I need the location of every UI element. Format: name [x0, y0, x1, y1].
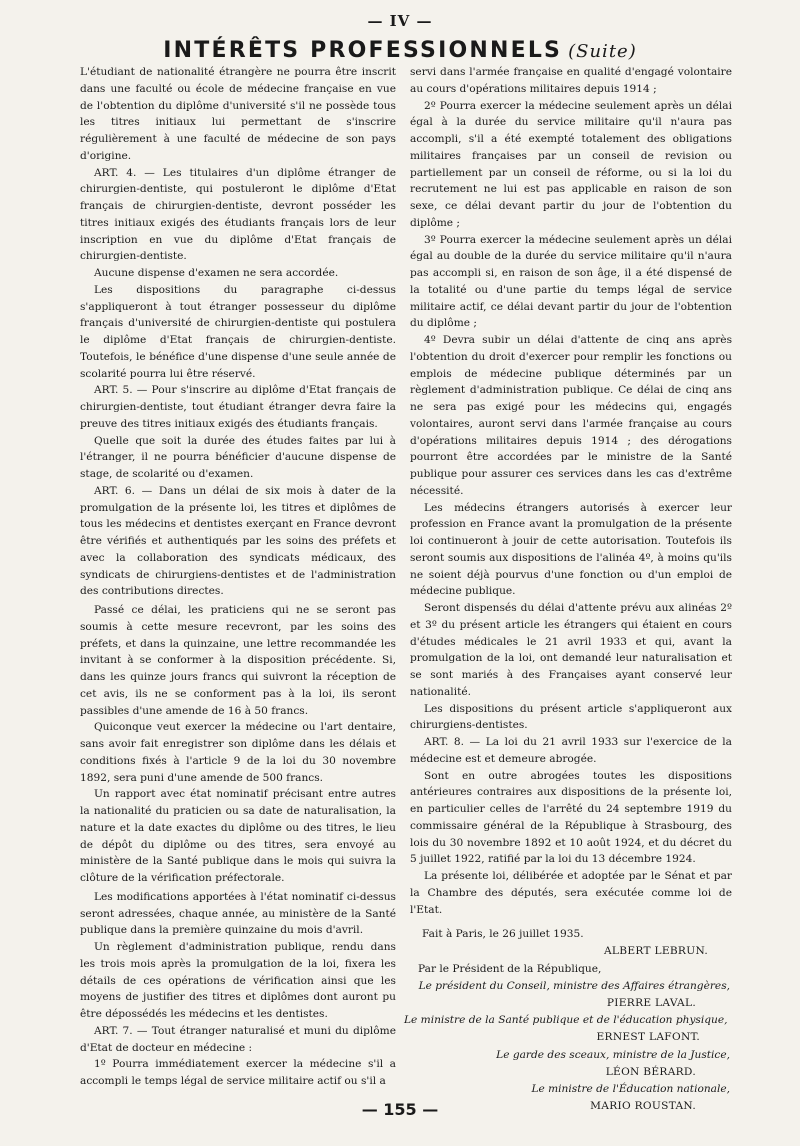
place-date: Fait à Paris, le 26 juillet 1935.	[422, 928, 584, 941]
title-text: INTÉRÊTS PROFESSIONNELS	[163, 38, 563, 63]
conseil-name: PIERRE LAVAL.	[606, 997, 696, 1010]
paragraph: 3º Pourra exercer la médecine seulement après un délai égal au double de la durée du service militaire qu'il n'aura pas accompli si, en raison de son âge, il a été dispensé de la totalité ou d'une partie du temps légal de service militaire actif, ce délai devant partir du jour de l'obtention du diplôme ;	[410, 233, 732, 330]
paragraph: 2º Pourra exercer la médecine seulement après un délai égal à la durée du service militaire qu'il n'aura pas accompli, s'il a été exempté totalement des obligations militaires françaises par un conseil de revision ou partiellement par un conseil de réforme, ou si la loi du recrutement ne lui est pas applicable en raison de son sexe, ce délai devant partir du jour de l'obtention du diplôme ;	[410, 99, 732, 229]
paragraph: Les médecins étrangers autorisés à exercer leur profession en France avant la promulgation de la présente loi continueront à jouir de cette autorisation. Toutefois ils seront soumis aux dispositions de l'alinéa 4º, à moins qu'ils ne soient déjà pourvus d'une fonction ou d'un emploi de médecine publique.	[410, 501, 732, 598]
justice-title: Le garde des sceaux, ministre de la Justice,	[496, 1048, 730, 1061]
conseil-title: Le président du Conseil, ministre des Affaires étrangères,	[418, 979, 730, 992]
justice-name: LÉON BÉRARD.	[605, 1065, 696, 1078]
education-name: MARIO ROUSTAN.	[590, 1100, 696, 1113]
title-suffix: (Suite)	[568, 41, 637, 62]
paragraph: Un rapport avec état nominatif précisant entre autres la nationalité du praticien ou sa date de naturalisation, la nature et la date exactes du diplôme ou des titres, le lieu de dépôt du diplôme ou des titres, sera envoyé au ministère de la Santé publique dans le mois qui suivra la clôture de la vérification préfectorale.	[80, 788, 396, 884]
education-title: Le ministre de l'Éducation nationale,	[531, 1083, 730, 1096]
sante-title: Le ministre de la Santé publique et de l'éducation physique,	[404, 1014, 728, 1027]
sante-name: ERNEST LAFONT.	[596, 1031, 700, 1044]
paragraph: servi dans l'armée française en qualité d'engagé volontaire au cours d'opérations militaires depuis 1914 ;	[410, 66, 732, 95]
paragraph: Les dispositions du paragraphe ci-dessus s'appliqueront à tout étranger possesseur du diplôme français d'université de chirurgien-dentiste qui postulera le diplôme d'Etat français de chirurgien-dentiste. Toutefois, le bénéfice d'une dispense d'une seule année de scolarité pourra lui être réservé.	[80, 283, 396, 380]
signature-block	[404, 926, 732, 1115]
paragraph: L'étudiant de nationalité étrangère ne pourra être inscrit dans une faculté ou école de médecine française en vue de l'obtention du diplôme d'université s'il ne possède tous les titres initiaux lui permettant de s'inscrire régulièrement à une faculté de médecine de son pays d'origine.	[80, 66, 396, 162]
paragraph-article-7: ART. 7. — Tout étranger naturalisé et muni du diplôme d'Etat de docteur en médecine :	[80, 1024, 396, 1054]
paragraph: La présente loi, délibérée et adoptée par le Sénat et par la Chambre des députés, sera exécutée comme loi de l'Etat.	[410, 870, 732, 916]
paragraph-article-8: ART. 8. — La loi du 21 avril 1933 sur l'exercice de la médecine est et demeure abrogée.	[410, 736, 732, 765]
par-le-president: Par le Président de la République,	[418, 962, 602, 975]
right-column	[404, 64, 732, 1115]
page-number: — 155 —	[361, 1100, 439, 1119]
paragraph: Les modifications apportées à l'état nominatif ci-dessus seront adressées, chaque année, au ministère de la Santé publique dans la première quinzaine du mois d'avril.	[80, 890, 396, 937]
section-title	[0, 38, 800, 63]
paragraph-article-6: ART. 6. — Dans un délai de six mois à dater de la promulgation de la présente loi, les titres et diplômes de tous les médecins et dentistes exerçant en France devront être vérifiés et authentiqués par les soins des préfets et avec la collaboration des syndicats médicaux, des syndicats de chirurgiens-dentistes et de l'administration des contributions directes.	[80, 484, 396, 598]
paragraph: Aucune dispense d'examen ne sera accordée.	[94, 267, 339, 279]
paragraph: Quelle que soit la durée des études faites par lui à l'étranger, il ne pourra bénéficier d'aucune dispense de stage, de scolarité ou d'examen.	[80, 434, 396, 480]
paragraph-article-5: ART. 5. — Pour s'inscrire au diplôme d'Etat français de chirurgien-dentiste, tout étudiant étranger devra faire la preuve des titres initiaux exigés des étudiants français.	[80, 384, 396, 430]
paragraph: 4º Devra subir un délai d'attente de cinq ans après l'obtention du droit d'exercer pour remplir les fonctions ou emplois de médecine publique déterminés par un règlement d'administration publique. Ce délai de cinq ans ne sera pas exigé pour les médecins qui, engagés volontaires, auront servi dans l'armée française au cours d'opérations militaires depuis 1914 ; des dérogations pourront être accordées par le ministre de la Santé publique pour assurer ces services dans les cas d'extrême nécessité.	[410, 334, 732, 497]
president-name: ALBERT LEBRUN.	[603, 945, 708, 958]
paragraph: 1º Pourra immédiatement exercer la médecine s'il a accompli le temps légal de service militaire actif ou s'il a	[80, 1058, 396, 1087]
paragraph: Sont en outre abrogées toutes les dispositions antérieures contraires aux dispositions de la présente loi, en particulier celles de l'arrêté du 24 septembre 1919 du commissaire général de la République à Strasbourg, des lois du 30 novembre 1892 et 10 août 1924, et du décret du 5 juillet 1922, ratifié par la loi du 13 décembre 1924.	[410, 769, 732, 866]
paragraph: Seront dispensés du délai d'attente prévu aux alinéas 2º et 3º du présent article les étrangers qui étaient en cours d'études médicales le 21 avril 1933 et qui, avant la promulgation de la loi, ont demandé leur naturalisation et se sont mariés à des Françaises ayant conservé leur nationalité.	[410, 602, 732, 698]
paragraph-article-4: ART. 4. — Les titulaires d'un diplôme étranger de chirurgien-dentiste, qui postuleront le diplôme d'Etat français de chirurgien-dentiste, devront posséder les titres initiaux exigés des étudiants français lors de leur inscription en vue du diplôme d'Etat français de chirurgien-dentiste.	[80, 166, 396, 263]
left-column	[80, 64, 396, 1090]
page-roman-numeral: — IV —	[367, 12, 433, 30]
paragraph: Un règlement d'administration publique, rendu dans les trois mois après la promulgation de la loi, fixera les détails de ces opérations de vérification ainsi que les moyens de justifier des titres et diplômes dont auront pu être dépossédés les médecins et les dentistes.	[80, 941, 396, 1020]
paragraph: Les dispositions du présent article s'appliqueront aux chirurgiens-dentistes.	[410, 702, 732, 732]
paragraph: Passé ce délai, les praticiens qui ne se seront pas soumis à cette mesure recevront, par les soins des préfets, et dans la quinzaine, une lettre recommandée les invitant à se conformer à la disposition précédente. Si, dans les quinze jours francs qui suivront la réception de cet avis, ils ne se conforment pas à la loi, ils seront passibles d'une amende de 16 à 50 francs.	[80, 604, 396, 717]
paragraph: Quiconque veut exercer la médecine ou l'art dentaire, sans avoir fait enregistrer son diplôme dans les délais et conditions fixés à l'article 9 de la loi du 30 novembre 1892, sera puni d'une amende de 500 francs.	[80, 721, 396, 784]
